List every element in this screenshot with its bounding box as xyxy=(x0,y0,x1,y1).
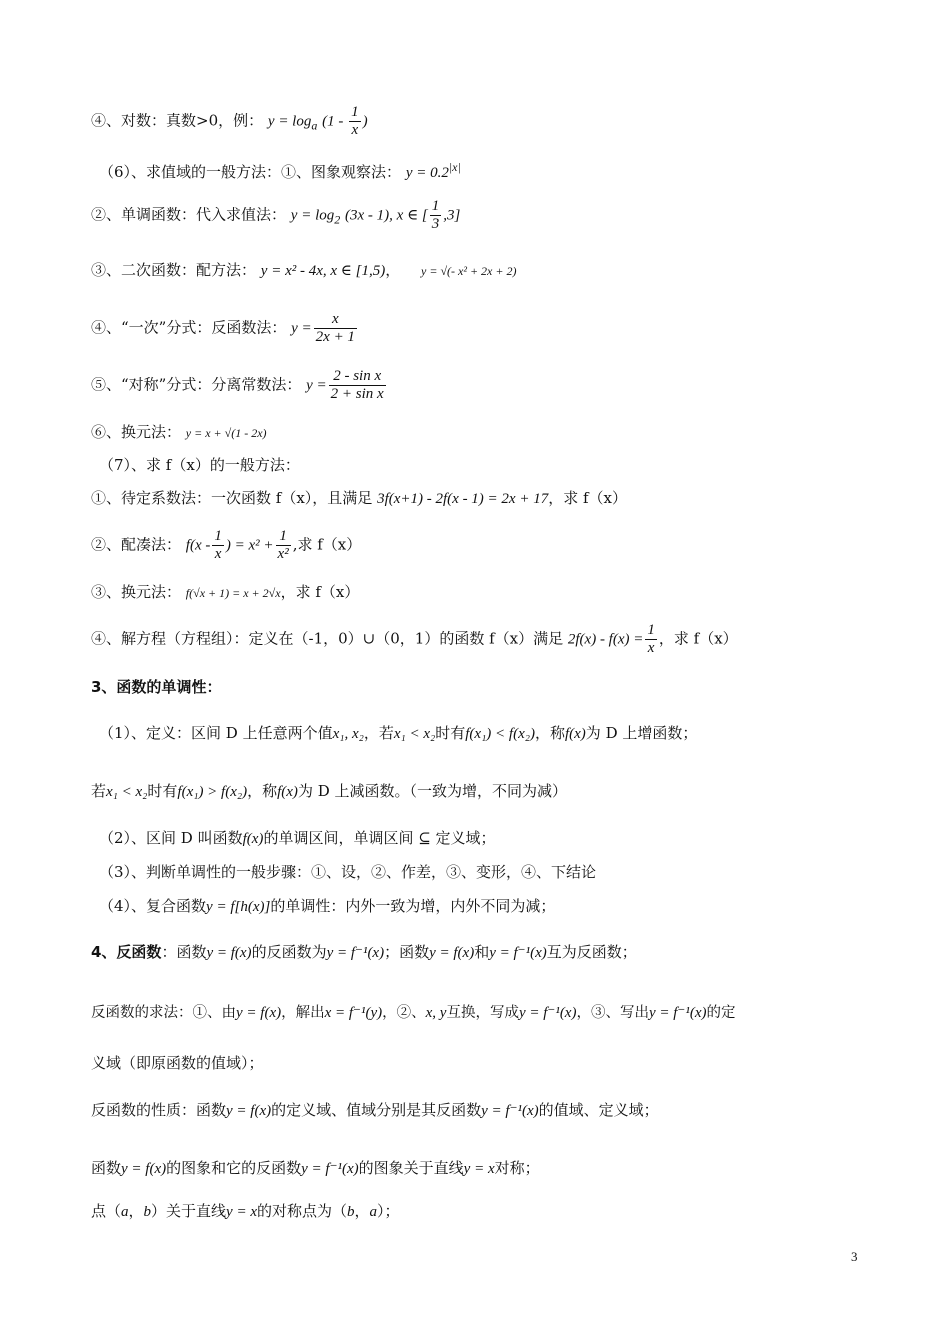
monotonic-interval-line: （2）、区间 D 叫函数f(x)的单调区间，单调区间 ⊆ 定义域； xyxy=(99,829,496,847)
monotonic-steps-line: （3）、判断单调性的一般步骤：①、设，②、作差，③、变形，④、下结论 xyxy=(99,863,597,881)
inverse-method-continuation: 义域（即原函数的值域）； xyxy=(91,1054,264,1072)
monotonic-definition-increasing: （1）、定义：区间 D 上任意两个值x₁, x₂，若x₁ < x₂时有f(x₁) < f(x₂)，称f(x)为 D 上增函数； xyxy=(99,724,698,742)
matching-method-line: ②、配凑法： f(x - $\frac{1}{x}$ ) = x² + $\frac{1}{\text{x²}}$ ,求 f（x） xyxy=(91,528,362,562)
section-4-heading-line: 4、反函数：函数y = f(x)的反函数为y = f⁻¹(x)；函数y = f(x)和y = f⁻¹(x)互为反函数； xyxy=(91,943,637,961)
equation-system-line: ④、解方程（方程组）：定义在（-1，0）∪（0，1）的函数 f（x）满足 2f(x) - f(x) = $\frac{1}{x}$ ，求 f（x） xyxy=(91,622,738,656)
composite-function-line: （4）、复合函数y = f[h(x)]的单调性：内外一致为增，内外不同为减； xyxy=(99,897,556,915)
undetermined-coefficients-line: ①、待定系数法：一次函数 f（x），且满足 3f(x+1) - 2f(x - 1) = 2x + 17，求 f（x） xyxy=(91,489,627,507)
monotonic-substitution-line: ②、单调函数：代入求值法： $y = \log_2 (3x - 1)$, x ∈ [ $\frac{1}{3}$ ,3] xyxy=(91,198,461,232)
page-number: 3 xyxy=(851,1249,858,1264)
inverse-property-domain-line: 反函数的性质：函数y = f(x)的定义域、值域分别是其反函数y = f⁻¹(x)的值域、定义域； xyxy=(91,1101,659,1119)
log-domain-example: ④、对数：真数>0，例： $y = \log_a (1$ - $\frac{1}{x}$ ) xyxy=(91,104,368,138)
substitution-range-line: ⑥、换元法： y = x + √(1 - 2x) xyxy=(91,423,267,441)
section-3-heading: 3、函数的单调性： xyxy=(91,678,222,696)
range-methods-heading: （6）、求值域的一般方法：①、图象观察法： $y = 0.2^{|x|}$ xyxy=(99,160,461,181)
find-f-heading: （7）、求 f（x）的一般方法： xyxy=(99,456,300,474)
inverse-property-symmetry-line: 函数y = f(x)的图象和它的反函数y = f⁻¹(x)的图象关于直线y = x对称； xyxy=(91,1159,540,1177)
symmetric-point-line: 点（a，b）关于直线y = x的对称点为（b，a）； xyxy=(91,1202,400,1220)
monotonic-definition-decreasing: 若x₁ < x₂时有f(x₁) > f(x₂)，称f(x)为 D 上减函数。（一致为增，不同为减） xyxy=(91,782,568,800)
substitution-find-f-line: ③、换元法： f(√x + 1) = x + 2√x，求 f（x） xyxy=(91,583,360,601)
linear-fraction-inverse-line: ④、“一次”分式：反函数法： y = $\frac{x}{2x + 1}$ xyxy=(91,311,355,345)
quadratic-completing-square-line: ③、二次函数：配方法： y = x² - 4x, x ∈ [1,5)， y = √(- x² + 2x + 2) xyxy=(91,261,517,279)
inverse-method-line: 反函数的求法：①、由y = f(x)，解出x = f⁻¹(y)，②、x, y互换，写成y = f⁻¹(x)，③、写出y = f⁻¹(x)的定 xyxy=(91,1005,736,1021)
symmetric-fraction-line: ⑤、“对称”分式：分离常数法： y = $\frac{\text{2 - sin x}}{\text{2 + sin x}}$ xyxy=(91,368,384,402)
